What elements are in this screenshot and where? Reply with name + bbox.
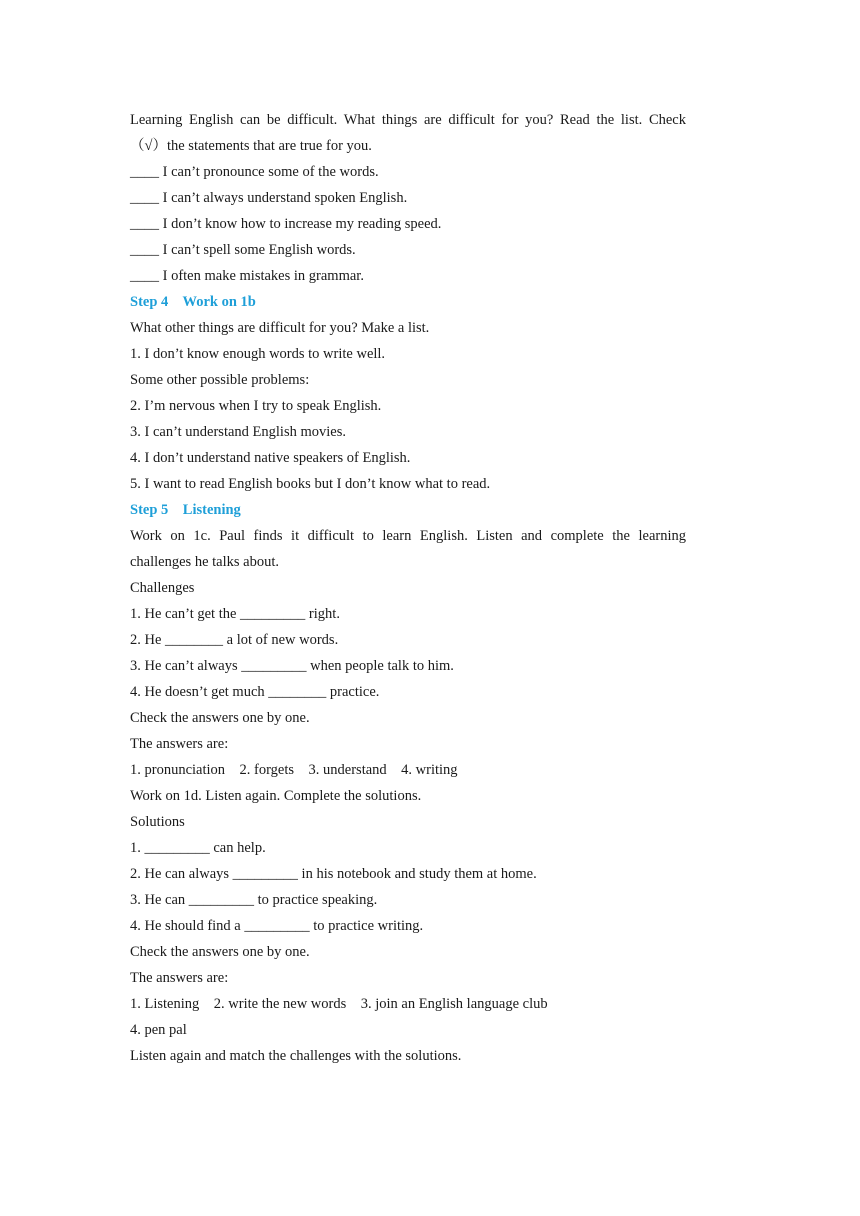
challenge-item: 2. He ________ a lot of new words.: [130, 632, 339, 648]
step4-subheading: Some other possible problems:: [130, 372, 310, 388]
step5-heading: Step 5 Listening: [130, 502, 241, 518]
answers-label: The answers are:: [130, 970, 229, 986]
step4-item: 5. I want to read English books but I don’t know what to read.: [130, 476, 491, 492]
checklist-item: ____ I often make mistakes in grammar.: [130, 268, 364, 284]
step4-item: 4. I don’t understand native speakers of English.: [130, 450, 411, 466]
check-answers-text: Check the answers one by one.: [130, 710, 310, 726]
solution-item: 2. He can always _________ in his notebook and study them at home.: [130, 866, 537, 882]
step4-prompt: What other things are difficult for you? Make a list.: [130, 320, 430, 336]
work-1d-text: Work on 1d. Listen again. Complete the solutions.: [130, 788, 422, 804]
checklist-item: ____ I can’t spell some English words.: [130, 242, 356, 258]
answers-line: 1. Listening 2. write the new words 3. join an English language club: [130, 996, 548, 1012]
answers-line: 1. pronunciation 2. forgets 3. understand 4. writing: [130, 762, 458, 778]
solutions-label: Solutions: [130, 814, 185, 830]
challenge-item: 4. He doesn’t get much ________ practice.: [130, 684, 380, 700]
step5-intro-line-1: Work on 1c. Paul finds it difficult to learn English. Listen and complete the learning: [130, 528, 686, 544]
final-instruction: Listen again and match the challenges with the solutions.: [130, 1048, 462, 1064]
intro-line-1: Learning English can be difficult. What things are difficult for you? Read the list. Check: [130, 112, 686, 128]
solution-item: 1. _________ can help.: [130, 840, 266, 856]
step4-item: 3. I can’t understand English movies.: [130, 424, 346, 440]
check-answers-text: Check the answers one by one.: [130, 944, 310, 960]
solution-item: 3. He can _________ to practice speaking.: [130, 892, 378, 908]
answers-label: The answers are:: [130, 736, 229, 752]
step4-heading: Step 4 Work on 1b: [130, 294, 256, 310]
step4-item: 2. I’m nervous when I try to speak English.: [130, 398, 382, 414]
document-page: [130, 107, 686, 1069]
answers-line: 4. pen pal: [130, 1022, 187, 1038]
checklist-item: ____ I can’t pronounce some of the words.: [130, 164, 379, 180]
solution-item: 4. He should find a _________ to practice writing.: [130, 918, 424, 934]
challenge-item: 3. He can’t always _________ when people talk to him.: [130, 658, 454, 674]
intro-line-2: （√）the statements that are true for you.: [130, 138, 372, 154]
challenges-label: Challenges: [130, 580, 195, 596]
challenge-item: 1. He can’t get the _________ right.: [130, 606, 340, 622]
checklist-item: ____ I can’t always understand spoken English.: [130, 190, 408, 206]
step4-item: 1. I don’t know enough words to write well.: [130, 346, 386, 362]
checklist-item: ____ I don’t know how to increase my reading speed.: [130, 216, 442, 232]
step5-intro-line-2: challenges he talks about.: [130, 554, 279, 570]
